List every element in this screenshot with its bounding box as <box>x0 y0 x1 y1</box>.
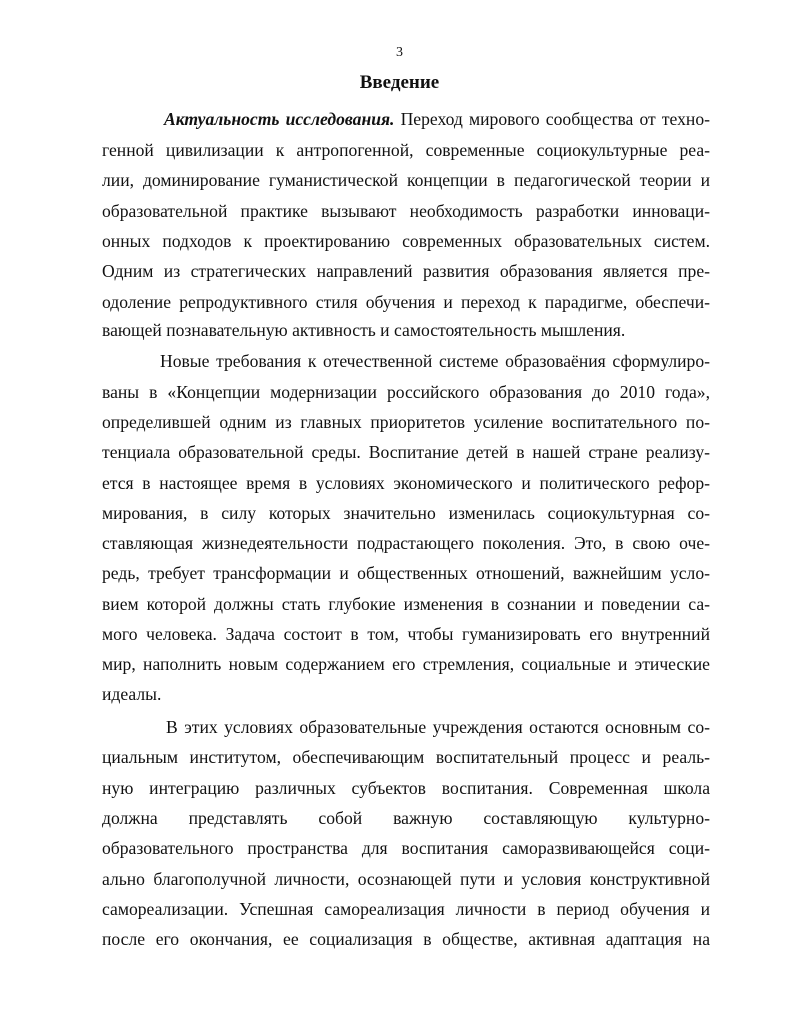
paragraph-2-line-2: ваны в «Концепции модернизации российского образования до 2010 года», <box>102 382 710 402</box>
paragraph-2-line-8: редь, требует трансформации и общественных отношений, важнейшим усло- <box>102 563 710 583</box>
text-run: Переход мирового сообщества от техно- <box>394 109 710 129</box>
paragraph-2-line-1: Новые требования к отечественной системе образоваёния сформулиро- <box>160 351 710 371</box>
paragraph-1-line-8: вающей познавательную активность и самостоятельность мышления. <box>102 320 626 340</box>
paragraph-2-line-12: идеалы. <box>102 684 162 704</box>
paragraph-2-line-11: мир, наполнить новым содержанием его стремления, социальные и этические <box>102 654 710 674</box>
paragraph-1-line-4: образовательной практике вызывают необходимость разработки инноваци- <box>102 201 710 221</box>
paragraph-3-line-4: должна представлять собой важную составляющую культурно- <box>102 808 710 828</box>
paragraph-2-line-10: мого человека. Задача состоит в том, чтобы гуманизировать его внутренний <box>102 624 710 644</box>
paragraph-3-line-6: ально благополучной личности, осознающей пути и условия конструктивной <box>102 869 710 889</box>
page-title: Введение <box>359 72 440 93</box>
paragraph-2-line-4: тенциала образовательной среды. Воспитание детей в нашей стране реализу- <box>102 442 710 462</box>
paragraph-1-line-3: лии, доминирование гуманистической концепции в педагогической теории и <box>102 170 710 190</box>
paragraph-2-line-9: вием которой должны стать глубокие изменения в сознании и поведении са- <box>102 594 710 614</box>
paragraph-lead: Актуальность исследования. <box>164 109 395 129</box>
paragraph-3-line-5: образовательного пространства для воспитания саморазвивающейся соци- <box>102 838 710 858</box>
paragraph-2-line-3: определившей одним из главных приоритетов усиление воспитательного по- <box>102 412 710 432</box>
page-number: 3 <box>396 45 403 60</box>
paragraph-2-line-6: мирования, в силу которых значительно изменилась социокультурная со- <box>102 503 710 523</box>
paragraph-3-line-7: самореализации. Успешная самореализация личности в период обучения и <box>102 899 710 919</box>
paragraph-3-line-3: ную интеграцию различных субъектов воспитания. Современная школа <box>102 778 710 798</box>
paragraph-3-line-2: циальным институтом, обеспечивающим воспитательный процесс и реаль- <box>102 747 710 767</box>
paragraph-1-line-7: одоление репродуктивного стиля обучения и переход к парадигме, обеспечи- <box>102 292 710 312</box>
paragraph-3-line-8: после его окончания, ее социализация в обществе, активная адаптация на <box>102 929 710 949</box>
paragraph-1-line-2: генной цивилизации к антропогенной, современные социокультурные реа- <box>102 140 710 160</box>
paragraph-1-line-5: онных подходов к проектированию современных образовательных систем. <box>102 231 710 251</box>
paragraph-1-line-6: Одним из стратегических направлений развития образования является пре- <box>102 261 710 281</box>
paragraph-2-line-7: ставляющая жизнедеятельности подрастающего поколения. Это, в свою оче- <box>102 533 710 553</box>
paragraph-3-line-1: В этих условиях образовательные учреждения остаются основным со- <box>166 717 710 737</box>
paragraph-2-line-5: ется в настоящее время в условиях экономического и политического рефор- <box>102 473 710 493</box>
paragraph-1-line-1 <box>164 107 710 131</box>
